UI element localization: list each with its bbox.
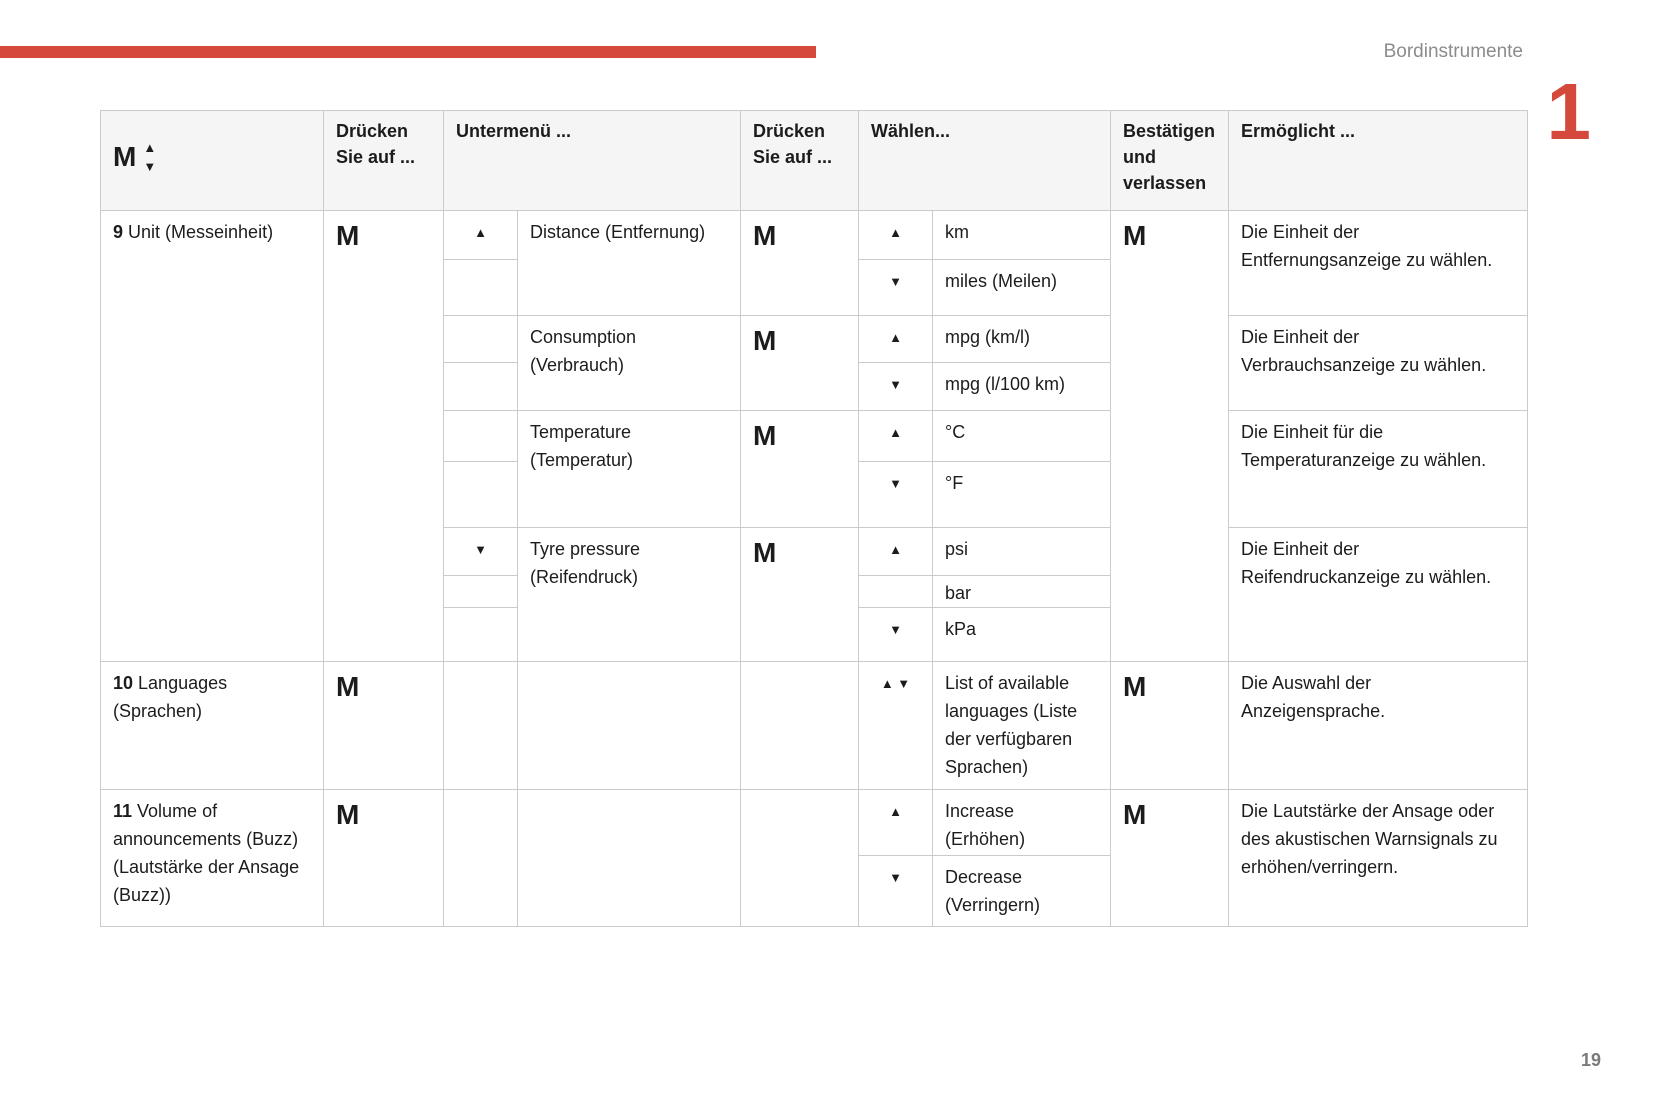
page-header-label: Bordinstrumente <box>1383 41 1523 62</box>
m-button-label: M <box>753 325 777 356</box>
cell-submenu-temperature: Temperature (Temperatur) <box>518 411 741 528</box>
red-divider-bar <box>0 46 816 58</box>
cell-option-arrow: ▲ <box>859 211 933 260</box>
cell-option-arrow: ▲ <box>859 528 933 576</box>
cell-option-arrow: ▼ <box>859 363 933 411</box>
cell-empty <box>444 608 518 662</box>
up-down-arrows-icon <box>143 139 157 174</box>
cell-press-m <box>741 316 859 411</box>
cell-empty <box>444 662 518 790</box>
cell-press-m <box>741 411 859 528</box>
cell-empty <box>741 662 859 790</box>
menu-button-label: M <box>113 141 137 172</box>
m-button-label: M <box>1123 220 1147 251</box>
menu-settings-table <box>100 110 1528 927</box>
cell-option-arrow: ▼ <box>859 608 933 662</box>
header-press-2: Drücken Sie auf ... <box>741 111 859 211</box>
cell-submenu-tyre-pressure: Tyre pressure (Reifendruck) <box>518 528 741 662</box>
cell-enables-languages: Die Auswahl der Anzeigensprache. <box>1229 662 1528 790</box>
cell-enables-volume: Die Lautstärke der Ansage oder des akustischen Warnsignals zu erhöhen/verringern. <box>1229 790 1528 927</box>
m-button-label: M <box>753 220 777 251</box>
m-button-label: M <box>336 799 360 830</box>
cell-option-value-km: km <box>933 211 1111 260</box>
m-button-label: M <box>753 420 777 451</box>
cell-empty <box>444 260 518 316</box>
cell-option-value-miles: miles (Meilen) <box>933 260 1111 316</box>
cell-press-m <box>324 790 444 927</box>
item-number: 9 <box>113 222 124 242</box>
cell-option-value-mpg-kml: mpg (km/l) <box>933 316 1111 363</box>
m-button-label: M <box>1123 671 1147 702</box>
cell-empty <box>444 316 518 363</box>
cell-empty <box>444 790 518 927</box>
cell-nav-arrow-up: ▲ <box>444 211 518 260</box>
header-press: Drücken Sie auf ... <box>324 111 444 211</box>
table-row <box>101 211 1528 260</box>
chapter-number: 1 <box>1546 67 1591 156</box>
cell-select-arrows: ▲ ▼ <box>859 662 933 790</box>
cell-option-value-celsius: °C <box>933 411 1111 462</box>
m-button-label: M <box>336 220 360 251</box>
cell-option-value-fahrenheit: °F <box>933 462 1111 528</box>
m-button-label: M <box>1123 799 1147 830</box>
item-label: Volume of announcements (Buzz) (Lautstärke der Ansage (Buzz)) <box>113 801 300 905</box>
cell-empty <box>518 790 741 927</box>
cell-option-arrow: ▲ <box>859 316 933 363</box>
cell-option-value-bar: bar <box>933 576 1111 608</box>
cell-press-m <box>741 211 859 316</box>
cell-empty <box>741 790 859 927</box>
cell-submenu-distance: Distance (Entfernung) <box>518 211 741 316</box>
cell-empty <box>518 662 741 790</box>
cell-option-value-mpg-l100: mpg (l/100 km) <box>933 363 1111 411</box>
m-button-label: M <box>753 537 777 568</box>
cell-option-value-decrease: Decrease (Verringern) <box>933 856 1111 927</box>
cell-option-value-psi: psi <box>933 528 1111 576</box>
header-select: Wählen... <box>859 111 1111 211</box>
table-header-row <box>101 111 1528 211</box>
item-label: Unit (Messeinheit) <box>128 222 274 242</box>
cell-confirm-m <box>1111 211 1229 662</box>
cell-empty <box>444 576 518 608</box>
cell-option-arrow: ▼ <box>859 462 933 528</box>
cell-enables-consumption: Die Einheit der Verbrauchsanzeige zu wählen. <box>1229 316 1528 411</box>
header-menu-button <box>101 111 324 211</box>
cell-option-arrow: ▼ <box>859 260 933 316</box>
cell-option-arrow: ▼ <box>859 856 933 927</box>
m-button-label: M <box>336 671 360 702</box>
cell-empty <box>444 462 518 528</box>
cell-enables-distance: Die Einheit der Entfernungsanzeige zu wählen. <box>1229 211 1528 316</box>
cell-empty <box>444 363 518 411</box>
header-submenu: Untermenü ... <box>444 111 741 211</box>
cell-submenu-consumption: Consumption (Verbrauch) <box>518 316 741 411</box>
item-number: 11 <box>113 801 133 821</box>
table-row <box>101 790 1528 856</box>
page-number: 19 <box>1580 1050 1601 1070</box>
cell-confirm-m <box>1111 662 1229 790</box>
table-row <box>101 662 1528 790</box>
cell-select-value-languages: List of available languages (Liste der verfügbaren Sprachen) <box>933 662 1111 790</box>
cell-option-value-increase: Increase (Erhöhen) <box>933 790 1111 856</box>
cell-nav-arrow-down: ▼ <box>444 528 518 576</box>
cell-option-arrow: ▲ <box>859 790 933 856</box>
cell-enables-tyre-pressure: Die Einheit der Reifendruckanzeige zu wählen. <box>1229 528 1528 662</box>
arrow-down-icon: ▼ <box>143 158 157 174</box>
cell-item-volume <box>101 790 324 927</box>
header-confirm: Bestätigen und verlassen <box>1111 111 1229 211</box>
cell-press-m <box>741 528 859 662</box>
cell-enables-temperature: Die Einheit für die Temperaturanzeige zu wählen. <box>1229 411 1528 528</box>
cell-empty <box>859 576 933 608</box>
item-number: 10 <box>113 673 134 693</box>
cell-option-value-kpa: kPa <box>933 608 1111 662</box>
cell-item-unit <box>101 211 324 662</box>
cell-press-m <box>324 211 444 662</box>
cell-option-arrow: ▲ <box>859 411 933 462</box>
cell-empty <box>444 411 518 462</box>
cell-item-languages <box>101 662 324 790</box>
cell-press-m <box>324 662 444 790</box>
header-enables: Ermöglicht ... <box>1229 111 1528 211</box>
cell-confirm-m <box>1111 790 1229 927</box>
arrow-up-icon: ▲ <box>143 139 157 155</box>
item-label: Languages (Sprachen) <box>113 673 228 721</box>
